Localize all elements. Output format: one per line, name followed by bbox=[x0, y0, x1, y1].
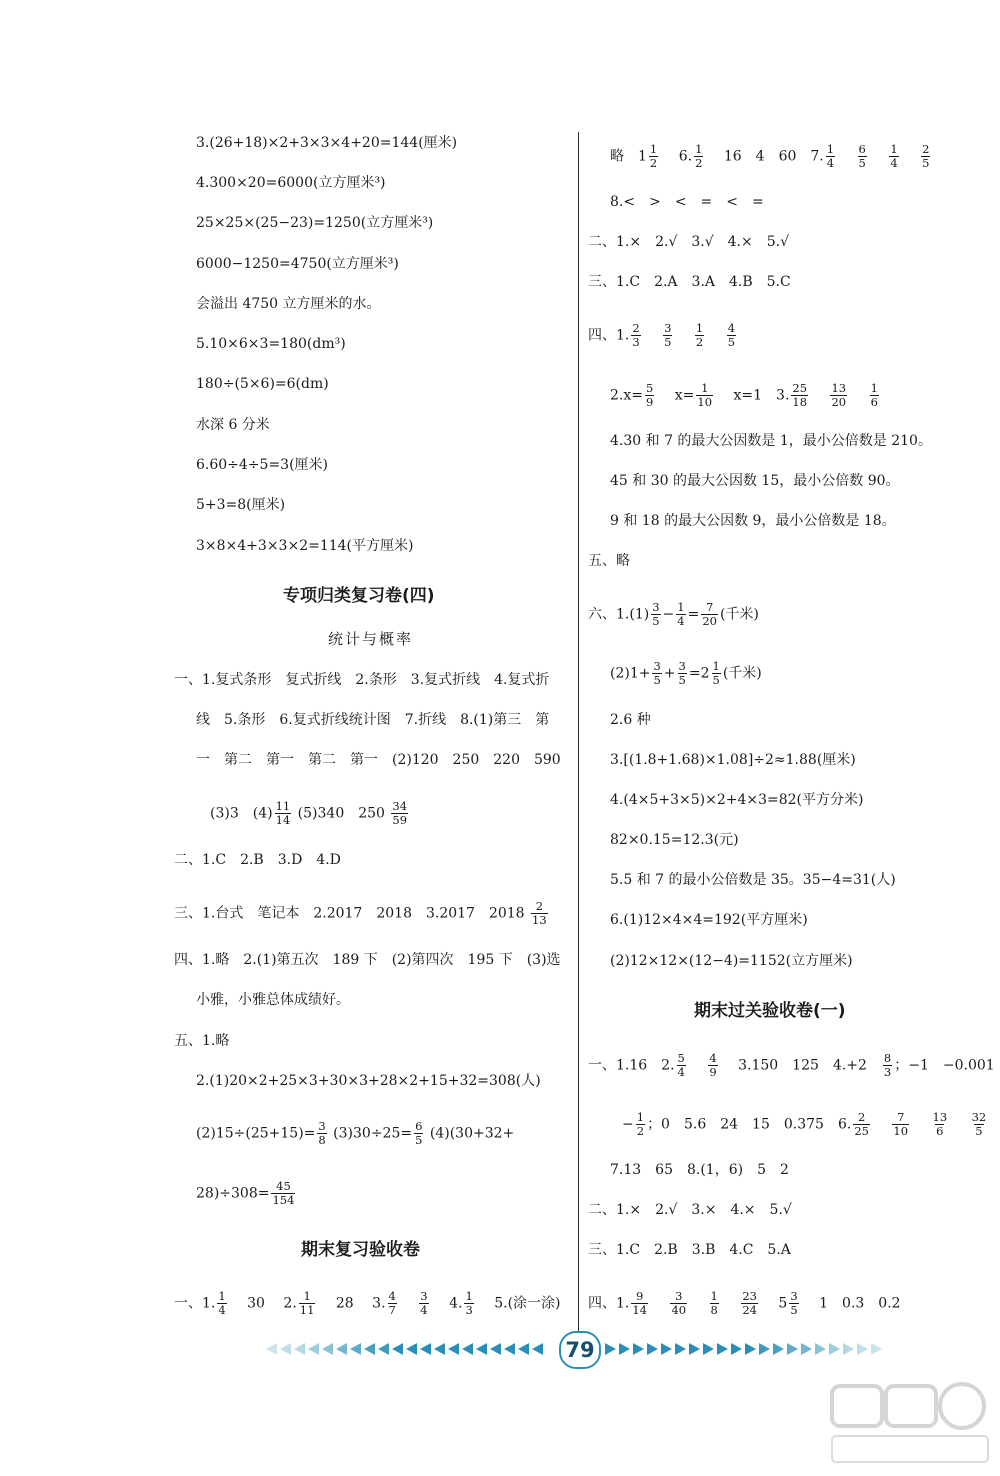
denominator: 8 bbox=[710, 1303, 718, 1317]
arrow-right-icon bbox=[717, 1343, 728, 1355]
answer-line: 小雅，小雅总体成绩好。 bbox=[196, 992, 350, 1008]
arrow-right-icon bbox=[787, 1343, 798, 1355]
arrow-left-icon bbox=[518, 1343, 529, 1355]
fraction bbox=[921, 143, 930, 170]
fraction bbox=[741, 1290, 758, 1317]
text: 四、1. bbox=[588, 1295, 630, 1312]
denominator: 5 bbox=[678, 673, 686, 687]
denominator: 4 bbox=[677, 1065, 685, 1079]
answer-line: 一、1.复式条形 复式折线 2.条形 3.复式折线 4.复式折 bbox=[174, 672, 550, 688]
watermark-logo-icon bbox=[830, 1380, 990, 1468]
fraction bbox=[853, 1111, 870, 1138]
arrow-left-icon bbox=[504, 1343, 515, 1355]
denominator: 9 bbox=[709, 1065, 717, 1079]
text: − bbox=[622, 1116, 634, 1133]
denominator: 5 bbox=[415, 1133, 423, 1147]
denominator: 14 bbox=[275, 813, 291, 827]
answer-line bbox=[610, 660, 762, 687]
watermark-logo bbox=[830, 1380, 990, 1468]
numerator: 3 bbox=[318, 1119, 326, 1133]
numerator: 3 bbox=[790, 1289, 798, 1303]
footer-arrows-left bbox=[266, 1340, 543, 1358]
text: (3)3 (4) bbox=[210, 805, 273, 822]
numerator: 34 bbox=[392, 799, 408, 813]
text: 5.(涂一涂) bbox=[494, 1295, 561, 1312]
denominator: 5 bbox=[727, 335, 736, 349]
fraction bbox=[889, 143, 898, 170]
answer-line: 9 和 18 的最大公因数 9，最小公倍数是 18。 bbox=[610, 513, 896, 529]
arrow-right-icon bbox=[871, 1343, 882, 1355]
arrow-left-icon bbox=[336, 1343, 347, 1355]
arrow-left-icon bbox=[476, 1343, 487, 1355]
denominator: 5 bbox=[652, 614, 660, 628]
numerator: 6 bbox=[415, 1119, 423, 1133]
numerator: 1 bbox=[890, 142, 898, 156]
answer-line: 45 和 30 的最大公因数 15，最小公倍数 90。 bbox=[610, 473, 900, 489]
numerator: 45 bbox=[276, 1179, 291, 1193]
answer-line bbox=[588, 1052, 995, 1079]
arrow-left-icon bbox=[364, 1343, 375, 1355]
answer-line bbox=[196, 1120, 514, 1147]
denominator: 5 bbox=[790, 1303, 798, 1317]
numerator: 3 bbox=[653, 659, 661, 673]
numerator: 23 bbox=[742, 1289, 757, 1303]
numerator: 8 bbox=[883, 1051, 892, 1065]
text: 28 bbox=[335, 1295, 354, 1312]
answer-line bbox=[196, 1180, 297, 1207]
denominator: 4 bbox=[677, 614, 685, 628]
answer-line: 三、1.C 2.A 3.A 4.B 5.C bbox=[588, 274, 791, 290]
arrow-left-icon bbox=[322, 1343, 333, 1355]
denominator: 4 bbox=[218, 1303, 226, 1317]
numerator: 6 bbox=[858, 142, 866, 156]
text: ；−1 −0.001 bbox=[894, 1057, 995, 1074]
text: 三、1.台式 笔记本 2.2017 2018 3.2017 2018 bbox=[174, 905, 525, 922]
text: − bbox=[662, 606, 675, 623]
text: 4. bbox=[449, 1295, 463, 1312]
arrow-left-icon bbox=[294, 1343, 305, 1355]
arrow-right-icon bbox=[605, 1343, 616, 1355]
numerator: 11 bbox=[275, 799, 291, 813]
numerator: 13 bbox=[932, 1110, 948, 1124]
fraction bbox=[678, 660, 687, 687]
denominator: 5 bbox=[712, 673, 720, 687]
numerator: 1 bbox=[649, 142, 658, 156]
numerator: 1 bbox=[218, 1289, 226, 1303]
answer-line bbox=[610, 382, 881, 409]
denominator: 4 bbox=[826, 156, 835, 170]
denominator: 18 bbox=[792, 395, 808, 409]
column-divider bbox=[578, 132, 579, 1350]
footer-arrows-right bbox=[605, 1340, 882, 1358]
fraction bbox=[694, 143, 703, 170]
denominator: 154 bbox=[272, 1193, 295, 1207]
arrow-left-icon bbox=[490, 1343, 501, 1355]
numerator: 1 bbox=[636, 1110, 645, 1124]
arrow-right-icon bbox=[745, 1343, 756, 1355]
denominator: 4 bbox=[890, 156, 898, 170]
denominator: 20 bbox=[702, 614, 717, 628]
fraction bbox=[663, 322, 672, 349]
denominator: 5 bbox=[975, 1124, 983, 1138]
fraction bbox=[932, 1111, 949, 1138]
numerator: 32 bbox=[971, 1110, 987, 1124]
denominator: 13 bbox=[532, 913, 547, 927]
denominator: 6 bbox=[936, 1124, 944, 1138]
answer-line: 2.6 种 bbox=[610, 712, 651, 728]
numerator: 1 bbox=[712, 659, 720, 673]
answer-line: 8.< > < = < = bbox=[610, 194, 764, 210]
arrow-left-icon bbox=[350, 1343, 361, 1355]
numerator: 5 bbox=[645, 381, 654, 395]
numerator: 1 bbox=[701, 381, 709, 395]
fraction bbox=[712, 660, 721, 687]
numerator: 5 bbox=[677, 1051, 685, 1065]
arrow-left-icon bbox=[266, 1343, 277, 1355]
denominator: 14 bbox=[632, 1303, 647, 1317]
fraction bbox=[275, 800, 292, 827]
fraction bbox=[676, 601, 685, 628]
arrow-left-icon bbox=[448, 1343, 459, 1355]
fraction bbox=[710, 1290, 719, 1317]
arrow-left-icon bbox=[378, 1343, 389, 1355]
text: 5 bbox=[778, 1295, 788, 1312]
page-number: 79 bbox=[559, 1331, 601, 1369]
denominator: 2 bbox=[649, 156, 658, 170]
text: + bbox=[663, 665, 676, 682]
text: x= bbox=[674, 387, 695, 404]
answer-line: 五、1.略 bbox=[174, 1033, 230, 1049]
fraction bbox=[791, 382, 808, 409]
denominator: 3 bbox=[465, 1303, 473, 1317]
fraction bbox=[636, 1111, 645, 1138]
answer-line bbox=[174, 1290, 561, 1317]
text: 四、1. bbox=[588, 327, 630, 344]
arrow-left-icon bbox=[434, 1343, 445, 1355]
arrow-right-icon bbox=[619, 1343, 630, 1355]
numerator: 9 bbox=[636, 1289, 644, 1303]
answer-line: 水深 6 分米 bbox=[196, 417, 270, 433]
arrow-right-icon bbox=[857, 1343, 868, 1355]
fraction bbox=[217, 1290, 226, 1317]
text: 略 1 bbox=[610, 148, 647, 165]
arrow-left-icon bbox=[462, 1343, 473, 1355]
fraction bbox=[419, 1290, 428, 1317]
fraction bbox=[317, 1120, 326, 1147]
numerator: 3 bbox=[675, 1289, 683, 1303]
answer-line: 五、略 bbox=[588, 553, 630, 569]
arrow-right-icon bbox=[675, 1343, 686, 1355]
denominator: 59 bbox=[392, 813, 408, 827]
numerator: 1 bbox=[695, 321, 704, 335]
denominator: 5 bbox=[922, 156, 930, 170]
fraction bbox=[701, 601, 718, 628]
text: 2.x= bbox=[610, 387, 643, 404]
answer-line: 线 5.条形 6.复式折线统计图 7.折线 8.(1)第三 第 bbox=[196, 712, 550, 728]
fraction bbox=[464, 1290, 473, 1317]
text: (千米) bbox=[719, 606, 759, 623]
denominator: 20 bbox=[831, 395, 847, 409]
fraction bbox=[651, 601, 660, 628]
arrow-right-icon bbox=[689, 1343, 700, 1355]
answer-line: 6.60÷4÷5=3(厘米) bbox=[196, 457, 329, 473]
fraction bbox=[645, 382, 654, 409]
numerator: 3 bbox=[664, 321, 672, 335]
numerator: 25 bbox=[792, 381, 808, 395]
answer-line: 5.5 和 7 的最小公倍数是 35。35−4=31(人) bbox=[610, 872, 896, 888]
denominator: 25 bbox=[854, 1124, 869, 1138]
section-title: 专项归类复习卷(四) bbox=[283, 586, 435, 606]
fraction bbox=[858, 143, 867, 170]
text: (5)340 250 bbox=[297, 805, 385, 822]
denominator: 9 bbox=[645, 395, 654, 409]
denominator: 10 bbox=[697, 395, 713, 409]
fraction bbox=[631, 1290, 648, 1317]
denominator: 40 bbox=[671, 1303, 687, 1317]
text: = bbox=[687, 606, 700, 623]
denominator: 11 bbox=[299, 1303, 315, 1317]
arrow-left-icon bbox=[420, 1343, 431, 1355]
text: (千米) bbox=[722, 665, 762, 682]
numerator: 4 bbox=[388, 1289, 396, 1303]
answer-line: 180÷(5×6)=6(dm) bbox=[196, 376, 329, 392]
numerator: 7 bbox=[897, 1110, 905, 1124]
answer-line: 3.[(1.8+1.68)×1.08]÷2≈1.88(厘米) bbox=[610, 752, 856, 768]
text: 2. bbox=[283, 1295, 297, 1312]
text: 28)÷308= bbox=[196, 1185, 270, 1202]
answer-line: (2)12×12×(12−4)=1152(立方厘米) bbox=[610, 953, 853, 969]
fraction bbox=[695, 322, 704, 349]
arrow-right-icon bbox=[703, 1343, 714, 1355]
numerator: 1 bbox=[870, 381, 878, 395]
numerator: 4 bbox=[727, 321, 736, 335]
answer-line: 25×25×(25−23)=1250(立方厘米³) bbox=[196, 215, 434, 231]
fraction bbox=[652, 660, 661, 687]
answer-line: 5.10×6×3=180(dm³) bbox=[196, 336, 346, 352]
answer-line bbox=[588, 601, 759, 628]
text: (4)(30+32+ bbox=[429, 1125, 515, 1142]
arrow-right-icon bbox=[815, 1343, 826, 1355]
fraction bbox=[388, 1290, 397, 1317]
answer-line: 2.(1)20×2+25×3+30×3+28×2+15+32=308(人) bbox=[196, 1073, 541, 1089]
numerator: 3 bbox=[420, 1289, 428, 1303]
fraction bbox=[892, 1111, 909, 1138]
fraction bbox=[649, 143, 658, 170]
fraction bbox=[631, 322, 640, 349]
numerator: 3 bbox=[678, 659, 686, 673]
denominator: 2 bbox=[636, 1124, 645, 1138]
answer-line bbox=[588, 1290, 901, 1317]
answer-line: 4.(4×5+3×5)×2+4×3=82(平方分米) bbox=[610, 792, 864, 808]
answer-line: 四、1.略 2.(1)第五次 189 下 (2)第四次 195 下 (3)选 bbox=[174, 952, 561, 968]
answer-line bbox=[588, 322, 738, 349]
text: (3)30÷25= bbox=[333, 1125, 413, 1142]
answer-line: 4.300×20=6000(立方厘米³) bbox=[196, 175, 386, 191]
numerator: 7 bbox=[705, 600, 714, 614]
answer-line: 二、1.C 2.B 3.D 4.D bbox=[174, 852, 341, 868]
arrow-right-icon bbox=[647, 1343, 658, 1355]
text: 30 bbox=[247, 1295, 265, 1312]
arrow-right-icon bbox=[843, 1343, 854, 1355]
fraction bbox=[708, 1052, 717, 1079]
fraction bbox=[789, 1290, 798, 1317]
text: (2)15÷(25+15)= bbox=[196, 1125, 316, 1142]
answer-line: 6.(1)12×4×4=192(平方厘米) bbox=[610, 912, 808, 928]
text: x=1 3. bbox=[733, 387, 790, 404]
fraction bbox=[531, 900, 548, 927]
numerator: 1 bbox=[710, 1289, 718, 1303]
numerator: 13 bbox=[831, 381, 847, 395]
text: ；0 5.6 24 15 0.375 6. bbox=[647, 1116, 852, 1133]
numerator: 2 bbox=[857, 1110, 866, 1124]
text: 16 4 60 7. bbox=[723, 148, 824, 165]
fraction bbox=[830, 382, 847, 409]
text: 6. bbox=[678, 148, 693, 165]
denominator: 3 bbox=[632, 335, 640, 349]
fraction bbox=[870, 382, 879, 409]
answer-line: 6000−1250=4750(立方厘米³) bbox=[196, 256, 399, 272]
text: 一、1.16 2. bbox=[588, 1057, 675, 1074]
numerator: 1 bbox=[465, 1289, 473, 1303]
answer-line bbox=[210, 800, 410, 827]
fraction bbox=[971, 1111, 988, 1138]
answer-line: 三、1.C 2.B 3.B 4.C 5.A bbox=[588, 1242, 791, 1258]
denominator: 5 bbox=[653, 673, 661, 687]
answer-line: 7.13 65 8.(1，6) 5 2 bbox=[610, 1162, 789, 1178]
fraction bbox=[727, 322, 736, 349]
fraction bbox=[414, 1120, 423, 1147]
arrow-right-icon bbox=[731, 1343, 742, 1355]
denominator: 8 bbox=[318, 1133, 326, 1147]
fraction bbox=[391, 800, 408, 827]
text: (2)1+ bbox=[610, 665, 651, 682]
fraction bbox=[271, 1180, 295, 1207]
denominator: 3 bbox=[883, 1065, 892, 1079]
answer-line: 5+3=8(厘米) bbox=[196, 497, 286, 513]
text: 一、1. bbox=[174, 1295, 216, 1312]
fraction bbox=[696, 382, 713, 409]
text: 六、1.(1) bbox=[588, 606, 650, 623]
fraction bbox=[826, 143, 835, 170]
arrow-left-icon bbox=[532, 1343, 543, 1355]
numerator: 1 bbox=[695, 142, 703, 156]
answer-line: 二、1.× 2.√ 3.√ 4.× 5.√ bbox=[588, 234, 790, 250]
arrow-left-icon bbox=[406, 1343, 417, 1355]
answer-line: 3×8×4+3×3×2=114(平方厘米) bbox=[196, 538, 414, 554]
denominator: 5 bbox=[858, 156, 866, 170]
numerator: 4 bbox=[709, 1051, 717, 1065]
numerator: 1 bbox=[826, 142, 835, 156]
numerator: 3 bbox=[652, 600, 660, 614]
fraction bbox=[677, 1052, 686, 1079]
denominator: 24 bbox=[742, 1303, 757, 1317]
numerator: 1 bbox=[303, 1289, 311, 1303]
denominator: 10 bbox=[893, 1124, 909, 1138]
arrow-right-icon bbox=[759, 1343, 770, 1355]
denominator: 7 bbox=[388, 1303, 396, 1317]
answer-line: 4.30 和 7 的最大公因数是 1，最小公倍数是 210。 bbox=[610, 433, 932, 449]
arrow-left-icon bbox=[308, 1343, 319, 1355]
denominator: 2 bbox=[695, 335, 704, 349]
denominator: 5 bbox=[664, 335, 672, 349]
numerator: 1 bbox=[677, 600, 685, 614]
arrow-right-icon bbox=[801, 1343, 812, 1355]
text: 3.150 125 4.+2 bbox=[738, 1057, 867, 1074]
numerator: 2 bbox=[922, 142, 930, 156]
answer-line: 会溢出 4750 立方厘米的水。 bbox=[196, 296, 381, 312]
numerator: 2 bbox=[632, 321, 640, 335]
text: 3. bbox=[372, 1295, 386, 1312]
section-title: 期末复习验收卷 bbox=[301, 1240, 420, 1260]
text: 1 0.3 0.2 bbox=[819, 1295, 901, 1312]
denominator: 4 bbox=[420, 1303, 428, 1317]
answer-line bbox=[174, 900, 550, 927]
arrow-right-icon bbox=[661, 1343, 672, 1355]
answer-line: 一 第二 第一 第二 第一 (2)120 250 220 590 bbox=[196, 752, 561, 768]
fraction bbox=[883, 1052, 892, 1079]
arrow-left-icon bbox=[280, 1343, 291, 1355]
arrow-right-icon bbox=[633, 1343, 644, 1355]
numerator: 2 bbox=[535, 899, 544, 913]
answer-line bbox=[622, 1111, 989, 1138]
arrow-right-icon bbox=[773, 1343, 784, 1355]
text: =2 bbox=[688, 665, 710, 682]
denominator: 6 bbox=[870, 395, 878, 409]
answer-line: 二、1.× 2.√ 3.× 4.× 5.√ bbox=[588, 1202, 792, 1218]
fraction bbox=[670, 1290, 687, 1317]
section-subtitle: 统计与概率 bbox=[328, 630, 414, 648]
answer-line: 3.(26+18)×2+3×3×4+20=144(厘米) bbox=[196, 135, 458, 151]
answer-line: 82×0.15=12.3(元) bbox=[610, 832, 739, 848]
arrow-right-icon bbox=[829, 1343, 840, 1355]
arrow-left-icon bbox=[392, 1343, 403, 1355]
section-title: 期末过关验收卷(一) bbox=[694, 1001, 846, 1021]
fraction bbox=[299, 1290, 316, 1317]
denominator: 2 bbox=[695, 156, 703, 170]
answer-line bbox=[610, 143, 932, 170]
